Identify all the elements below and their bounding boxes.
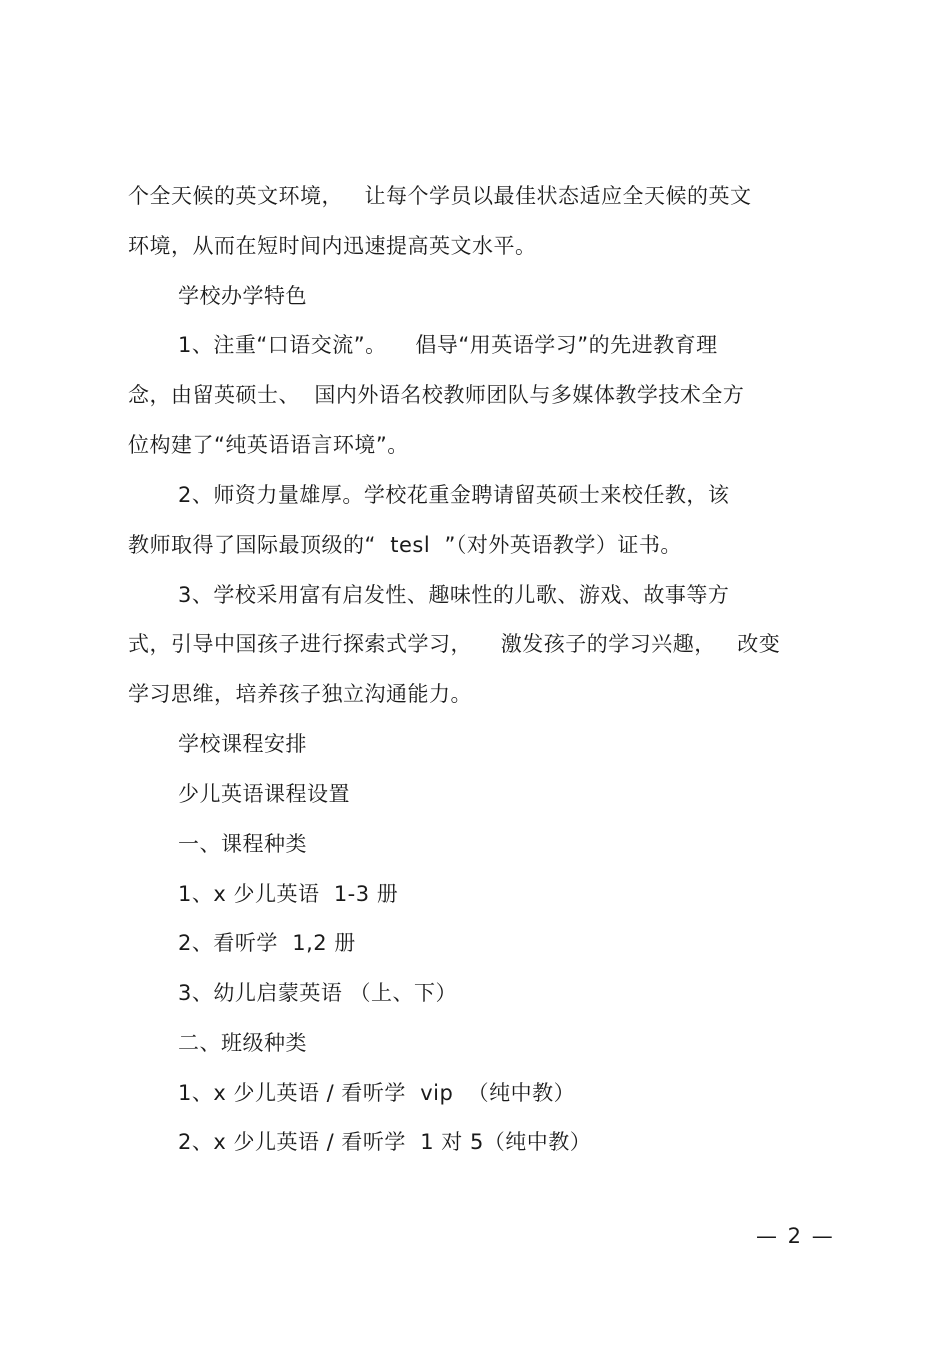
list-heading: 一、课程种类: [178, 832, 307, 856]
paragraph-line: 位构建了“纯英语语言环境”。: [128, 433, 409, 457]
list-item: 3、幼儿启蒙英语 （上、下）: [178, 981, 458, 1005]
paragraph-line: 2、师资力量雄厚。学校花重金聘请留英硕士来校任教，该: [178, 483, 730, 507]
paragraph-line: 个全天候的英文环境， 让每个学员以最佳状态适应全天候的英文: [128, 184, 752, 208]
list-item: 2、看听学 1,2 册: [178, 931, 356, 955]
section-heading: 学校课程安排: [178, 732, 307, 756]
list-item: 1、x 少儿英语 / 看听学 vip （纯中教）: [178, 1081, 576, 1105]
list-item: 2、x 少儿英语 / 看听学 1 对 5（纯中教）: [178, 1130, 592, 1154]
section-heading: 学校办学特色: [178, 284, 307, 308]
paragraph-line: 环境，从而在短时间内迅速提高英文水平。: [128, 234, 537, 258]
list-heading: 二、班级种类: [178, 1031, 307, 1055]
page-number: — 2 —: [756, 1224, 835, 1248]
list-item: 1、x 少儿英语 1-3 册: [178, 882, 399, 906]
paragraph-line: 教师取得了国际最顶级的“ tesl ”（对外英语教学）证书。: [128, 533, 682, 557]
paragraph-line: 3、学校采用富有启发性、趣味性的儿歌、游戏、故事等方: [178, 583, 730, 607]
paragraph-line: 学习思维，培养孩子独立沟通能力。: [128, 682, 472, 706]
paragraph-line: 1、注重“口语交流”。 倡导“用英语学习”的先进教育理: [178, 333, 718, 357]
paragraph-line: 念，由留英硕士、 国内外语名校教师团队与多媒体教学技术全方: [128, 383, 745, 407]
section-heading: 少儿英语课程设置: [178, 782, 350, 806]
paragraph-line: 式，引导中国孩子进行探索式学习， 激发孩子的学习兴趣， 改变: [128, 632, 781, 656]
